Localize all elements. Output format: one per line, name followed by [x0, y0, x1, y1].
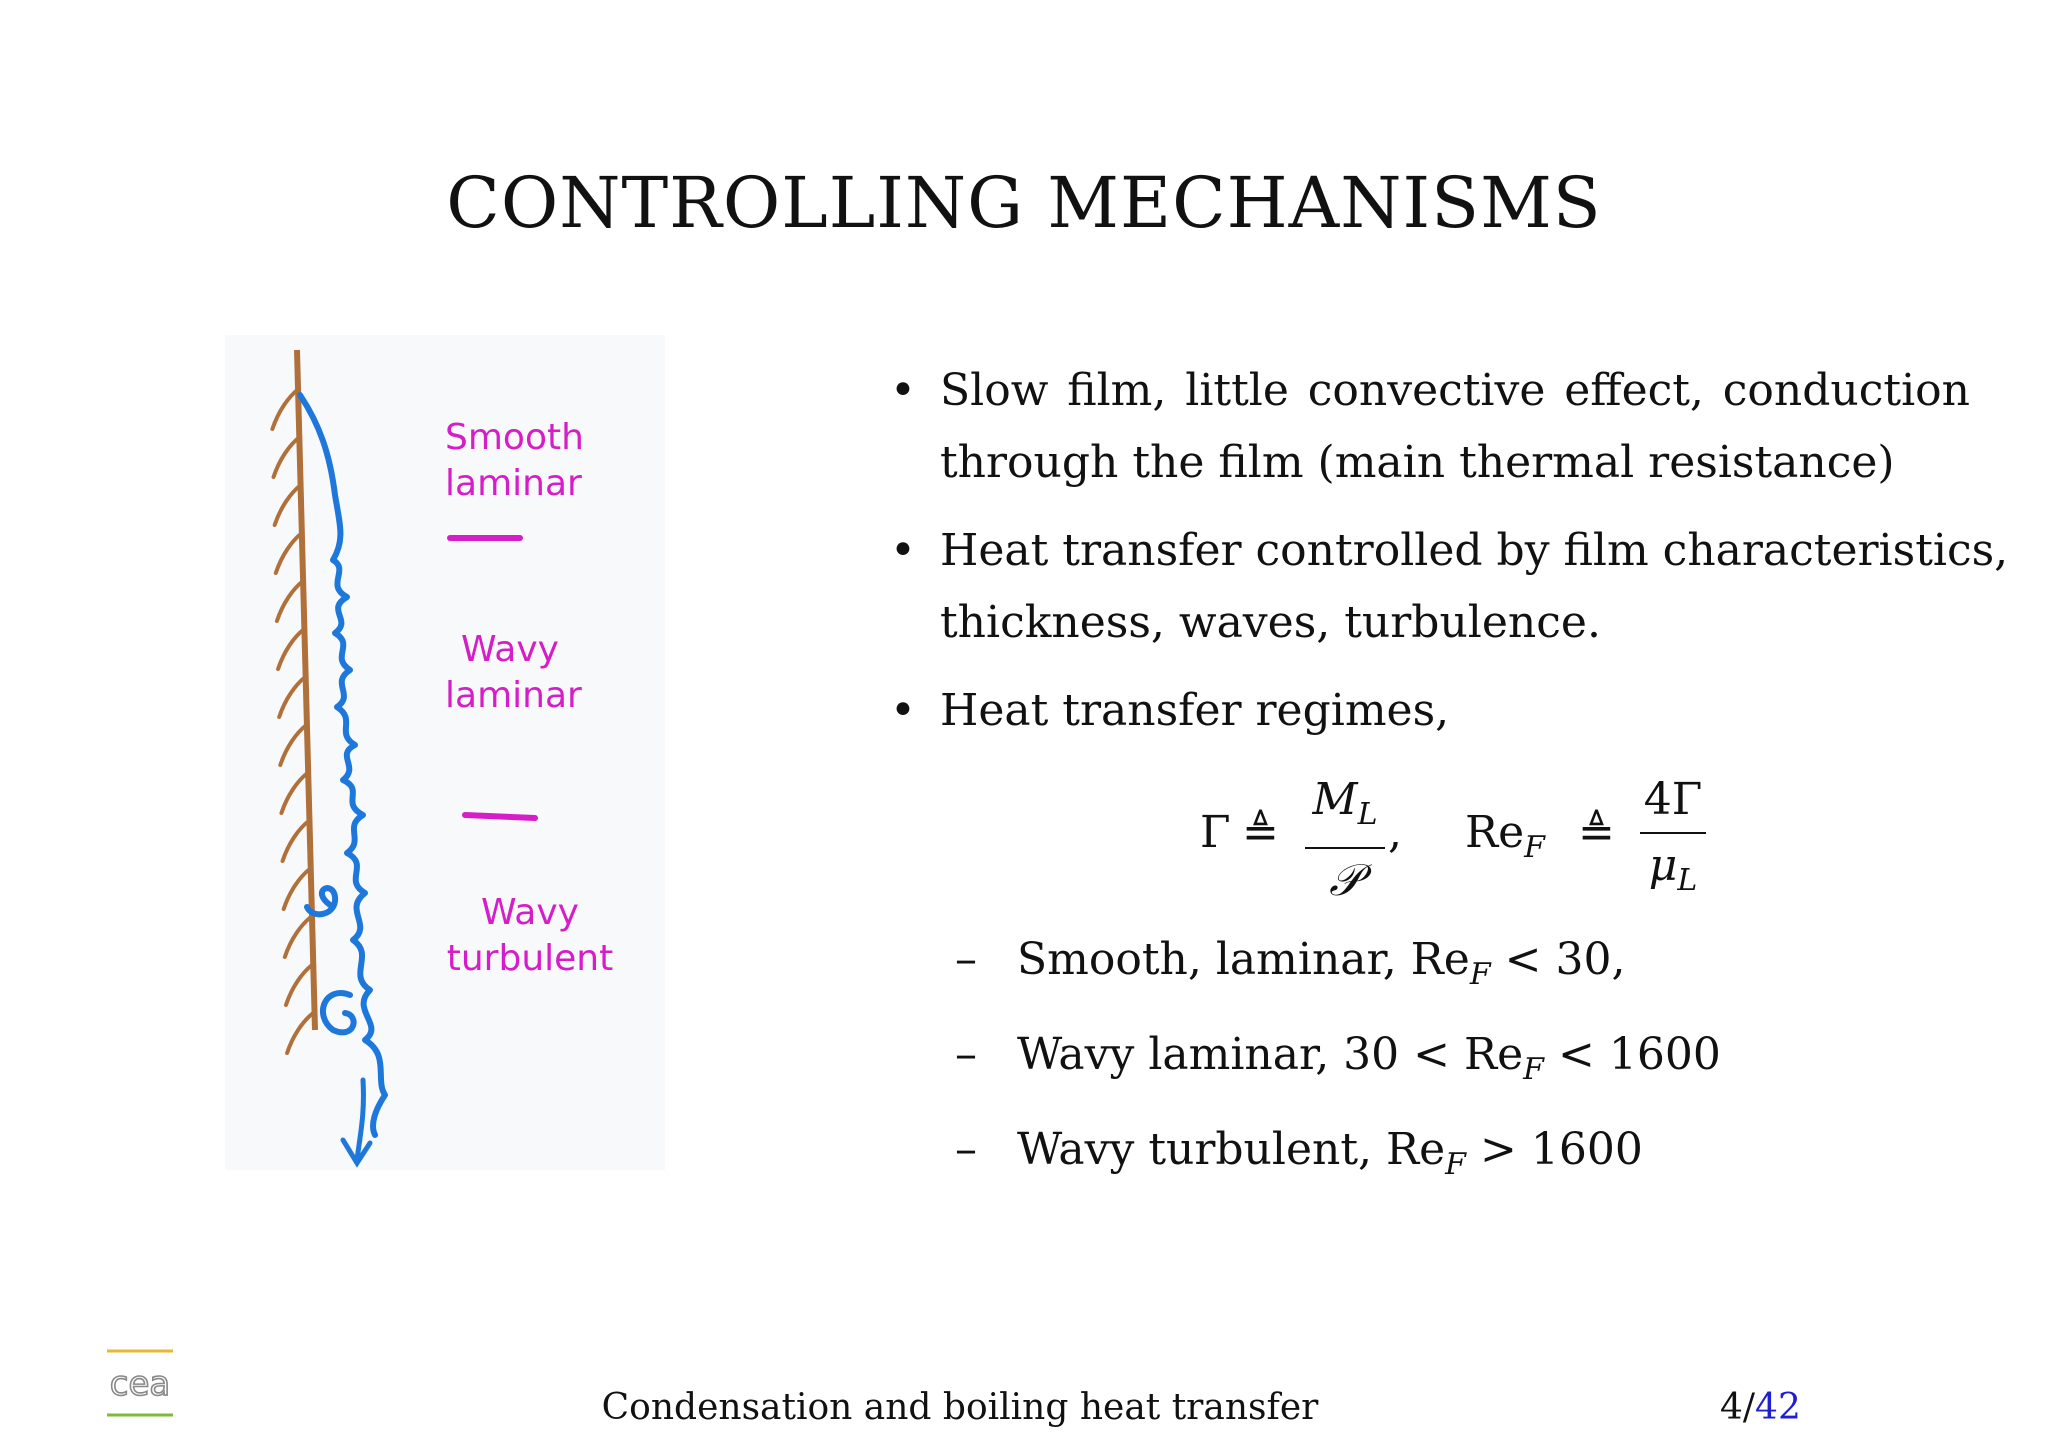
slide-title: CONTROLLING MECHANISMS [446, 162, 1602, 244]
wall-hatch [272, 389, 298, 429]
re-subscript: F [1469, 957, 1491, 992]
label-wavy-laminar [445, 627, 582, 719]
regime-list [955, 920, 1855, 1205]
bullet-line: Heat transfer controlled by film characteristics, [940, 525, 2009, 576]
dash: – [955, 934, 977, 985]
wall-hatch [278, 629, 304, 669]
fraction-bar [1640, 832, 1706, 834]
cea-logo [105, 1345, 175, 1420]
fraction-4gamma-over-mu [1640, 770, 1706, 911]
eddy-curl-lower [323, 993, 354, 1032]
label-line: turbulent [446, 938, 614, 979]
fraction-numerator [1305, 770, 1385, 845]
re-subscript: F [1445, 1147, 1466, 1182]
page-number [1720, 1388, 1801, 1428]
regime-text: Wavy turbulent, Re [1017, 1124, 1446, 1175]
footer-title: Condensation and boiling heat transfer [601, 1387, 1319, 1428]
ml-subscript: L [1357, 797, 1378, 832]
wall-hatch [280, 725, 306, 765]
bullet-dot: • [890, 525, 916, 576]
bullet-dot: • [890, 685, 916, 736]
regime-item [955, 1110, 1855, 1205]
mu-subscript: L [1677, 863, 1698, 898]
fraction-bar [1305, 847, 1385, 849]
wall-hatch [279, 677, 305, 717]
bullet-line: Heat transfer regimes, [940, 685, 1450, 736]
fraction-denominator [1640, 836, 1706, 911]
bullet-line: Slow film, little convective effect, conduction [940, 365, 1970, 416]
page-total-link[interactable]: 42 [1755, 1387, 1801, 1428]
wall-hatch [281, 773, 307, 813]
label-line: laminar [445, 675, 582, 716]
mu-symbol: μ [1648, 840, 1678, 891]
svg-text:cea: cea [109, 1364, 171, 1404]
defeq-symbol: ≜ [1578, 807, 1615, 858]
regime-text: Smooth, laminar, Re [1017, 934, 1470, 985]
re-text: Re [1465, 807, 1525, 858]
label-line: Smooth [445, 417, 584, 458]
bullet-line: thickness, waves, turbulence. [940, 597, 1601, 648]
wall-hatch [275, 485, 301, 525]
regime-condition: < 30, [1490, 934, 1626, 985]
falling-film-sketch [225, 335, 665, 1170]
label-line: Wavy [461, 629, 559, 670]
bullet-item [890, 355, 1970, 499]
fraction-numerator: 4Γ [1643, 774, 1703, 825]
wall-hatch [287, 1013, 313, 1053]
wall-hatch [283, 821, 309, 861]
regime-item [955, 920, 1855, 1015]
bullet-list [890, 355, 2009, 763]
bullet-line: through the film (main thermal resistance) [940, 437, 1895, 488]
label-line: Wavy [481, 892, 579, 933]
wall-hatch [274, 437, 300, 477]
re-subscript: F [1524, 830, 1545, 865]
dash: – [955, 1029, 977, 1080]
gamma-symbol: Γ [1200, 807, 1231, 858]
label-line: laminar [445, 463, 582, 504]
dash: – [955, 1124, 977, 1175]
re-subscript: F [1523, 1052, 1544, 1087]
ml-symbol: M [1312, 774, 1358, 825]
wall-hatch [285, 917, 311, 957]
defeq-symbol: ≜ [1242, 807, 1279, 858]
regime-divider-2 [465, 815, 535, 818]
wall-hatch [284, 869, 310, 909]
fraction-ml-over-p [1305, 770, 1385, 911]
wall-hatch [276, 533, 302, 573]
wall-hatch [277, 581, 303, 621]
bullet-dot: • [890, 365, 916, 416]
regime-condition: < 1600 [1544, 1029, 1721, 1080]
bullet-item [890, 675, 1970, 747]
page-current: 4/ [1720, 1387, 1756, 1428]
regime-condition: > 1600 [1466, 1124, 1643, 1175]
label-wavy-turbulent [445, 890, 615, 982]
fraction-denominator: 𝒫 [1329, 855, 1361, 906]
label-smooth-laminar [445, 415, 584, 507]
definition-equation [1200, 770, 1720, 906]
wall-hatch [286, 965, 312, 1005]
regime-text: Wavy laminar, 30 < Re [1017, 1029, 1524, 1080]
flow-arrow [343, 1080, 370, 1163]
regime-item [955, 1015, 1855, 1110]
reynolds-symbol [1465, 807, 1545, 865]
bullet-item [890, 515, 2009, 659]
comma: , [1388, 807, 1402, 858]
